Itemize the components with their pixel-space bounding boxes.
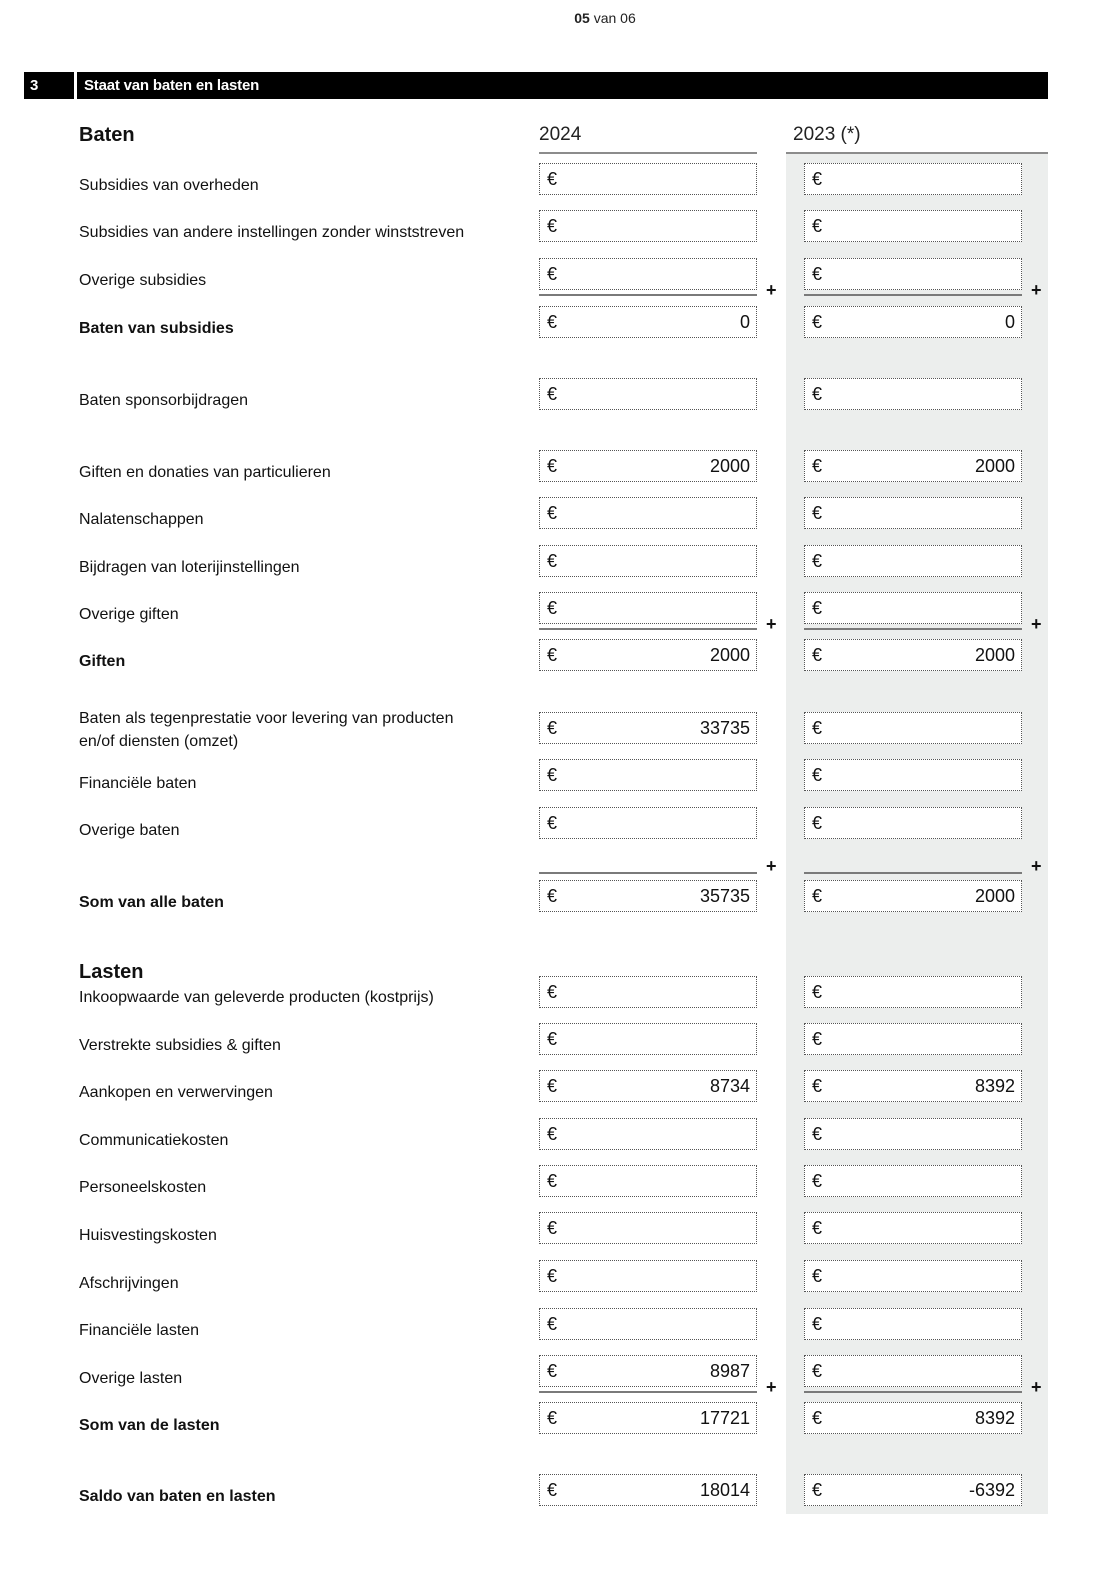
euro-symbol: € [547, 169, 558, 189]
euro-symbol: € [812, 1480, 823, 1500]
euro-symbol: € [812, 1171, 823, 1191]
amount-field-2024[interactable] [539, 1118, 757, 1150]
amount-field-2024[interactable] [539, 1308, 757, 1340]
euro-symbol: € [547, 1408, 558, 1428]
row-label-line-2: en/of diensten (omzet) [79, 733, 239, 750]
euro-symbol: € [812, 169, 823, 189]
euro-symbol: € [812, 1361, 823, 1381]
sum-line-2023 [804, 628, 1022, 630]
section-title: Staat van baten en lasten [84, 77, 260, 94]
amount-value: 2000 [974, 886, 1015, 906]
column-header-2023-underline [786, 152, 1048, 154]
row-label-line-1: Baten als tegenprestatie voor levering van producten [79, 710, 454, 727]
amount-field-2023[interactable] [804, 210, 1022, 242]
euro-symbol: € [812, 813, 823, 833]
column-header-2023: 2023 (*) [793, 124, 861, 145]
column-header-2024: 2024 [539, 124, 582, 145]
euro-symbol: € [812, 1408, 823, 1428]
row-label: Financiële lasten [79, 1322, 200, 1339]
euro-symbol: € [547, 765, 558, 785]
row-label: Baten sponsorbijdragen [79, 392, 249, 409]
page-current: 05 [574, 10, 590, 26]
sum-line-2023 [804, 872, 1022, 874]
row-label: Personeelskosten [79, 1179, 207, 1196]
amount-field-2023[interactable] [804, 258, 1022, 290]
row-label: Nalatenschappen [79, 511, 204, 528]
euro-symbol: € [547, 1124, 558, 1144]
euro-symbol: € [812, 384, 823, 404]
euro-symbol: € [812, 1314, 823, 1334]
amount-field-2023[interactable] [804, 1402, 1022, 1434]
amount-field-2024[interactable] [539, 1165, 757, 1197]
amount-field-2024[interactable] [539, 258, 757, 290]
amount-value: 17721 [699, 1408, 750, 1428]
amount-field-2024[interactable] [539, 1355, 757, 1387]
euro-symbol: € [547, 1029, 558, 1049]
amount-field-2024[interactable] [539, 450, 757, 482]
page-total: 06 [620, 10, 636, 26]
euro-symbol: € [547, 216, 558, 236]
amount-field-2024[interactable] [539, 306, 757, 338]
page-number [0, 10, 1110, 26]
euro-symbol: € [547, 456, 558, 476]
euro-symbol: € [812, 1076, 823, 1096]
amount-value: 2000 [974, 456, 1015, 476]
lasten-heading: Lasten [79, 961, 144, 983]
amount-value: 8987 [709, 1361, 750, 1381]
amount-field-2024[interactable] [539, 759, 757, 791]
euro-symbol: € [812, 456, 823, 476]
row-label: Financiële baten [79, 775, 197, 792]
amount-field-2024[interactable] [539, 210, 757, 242]
euro-symbol: € [547, 1314, 558, 1334]
amount-field-2024[interactable] [539, 639, 757, 671]
plus-sign: + [766, 280, 777, 300]
saldo-field-2023[interactable] [804, 1474, 1022, 1506]
euro-symbol: € [812, 216, 823, 236]
euro-symbol: € [547, 1266, 558, 1286]
amount-field-2023[interactable] [804, 1165, 1022, 1197]
amount-field-2024[interactable] [539, 1402, 757, 1434]
euro-symbol: € [547, 813, 558, 833]
plus-sign: + [766, 856, 777, 876]
euro-symbol: € [547, 312, 558, 332]
amount-field-2024[interactable] [539, 712, 757, 744]
plus-sign: + [1031, 280, 1042, 300]
amount-field-2024[interactable] [539, 163, 757, 195]
amount-field-2023[interactable] [804, 306, 1022, 338]
row-label: Verstrekte subsidies & giften [79, 1037, 281, 1054]
amount-field-2023[interactable] [804, 545, 1022, 577]
amount-field-2023[interactable] [804, 1118, 1022, 1150]
amount-field-2024[interactable] [539, 976, 757, 1008]
row-label: Inkoopwaarde van geleverde producten (kostprijs) [79, 989, 434, 1006]
euro-symbol: € [547, 503, 558, 523]
row-label: Giften en donaties van particulieren [79, 464, 331, 481]
amount-field-2023[interactable] [804, 880, 1022, 912]
amount-field-2023[interactable] [804, 163, 1022, 195]
amount-value: 8392 [974, 1076, 1015, 1096]
row-label: Bijdragen van loterijinstellingen [79, 559, 300, 576]
page-separator: van [593, 10, 617, 26]
euro-symbol: € [547, 1076, 558, 1096]
euro-symbol: € [812, 886, 823, 906]
amount-field-2023[interactable] [804, 1212, 1022, 1244]
row-label: Communicatiekosten [79, 1132, 229, 1149]
section-header-bar [24, 72, 1048, 99]
row-label: Aankopen en verwervingen [79, 1084, 273, 1101]
euro-symbol: € [812, 598, 823, 618]
euro-symbol: € [547, 718, 558, 738]
euro-symbol: € [547, 551, 558, 571]
section-divider [74, 72, 77, 99]
amount-field-2023[interactable] [804, 639, 1022, 671]
saldo-label: Saldo van baten en lasten [79, 1488, 276, 1505]
row-label: Overige giften [79, 606, 179, 623]
amount-field-2023[interactable] [804, 1355, 1022, 1387]
amount-value: 2000 [709, 456, 750, 476]
amount-field-2024[interactable] [539, 1212, 757, 1244]
row-label: Subsidies van andere instellingen zonder winststreven [79, 224, 465, 241]
amount-field-2024[interactable] [539, 497, 757, 529]
euro-symbol: € [812, 645, 823, 665]
total-label: Som van alle baten [79, 894, 224, 911]
euro-symbol: € [812, 312, 823, 332]
euro-symbol: € [547, 1171, 558, 1191]
euro-symbol: € [812, 551, 823, 571]
euro-symbol: € [547, 886, 558, 906]
row-label: Overige baten [79, 822, 180, 839]
amount-field-2023[interactable] [804, 592, 1022, 624]
euro-symbol: € [547, 982, 558, 1002]
amount-value: 33735 [699, 718, 750, 738]
subtotal-label: Baten van subsidies [79, 320, 234, 337]
subtotal-label: Giften [79, 653, 126, 670]
row-label: Subsidies van overheden [79, 177, 259, 194]
sum-line-2024 [539, 628, 757, 630]
amount-value: -6392 [968, 1480, 1015, 1500]
euro-symbol: € [812, 718, 823, 738]
amount-field-2023[interactable] [804, 378, 1022, 410]
amount-value: 0 [739, 312, 750, 332]
amount-value: 2000 [709, 645, 750, 665]
amount-field-2024[interactable] [539, 1260, 757, 1292]
euro-symbol: € [812, 503, 823, 523]
plus-sign: + [1031, 614, 1042, 634]
amount-value: 8734 [709, 1076, 750, 1096]
euro-symbol: € [547, 645, 558, 665]
total-label: Som van de lasten [79, 1417, 220, 1434]
euro-symbol: € [812, 765, 823, 785]
euro-symbol: € [812, 1218, 823, 1238]
amount-field-2023[interactable] [804, 450, 1022, 482]
amount-value: 0 [1004, 312, 1015, 332]
plus-sign: + [1031, 1377, 1042, 1397]
euro-symbol: € [547, 1480, 558, 1500]
amount-field-2024[interactable] [539, 1070, 757, 1102]
euro-symbol: € [812, 1029, 823, 1049]
amount-field-2023[interactable] [804, 1260, 1022, 1292]
euro-symbol: € [547, 1218, 558, 1238]
sum-line-2024 [539, 872, 757, 874]
amount-field-2024[interactable] [539, 545, 757, 577]
plus-sign: + [766, 1377, 777, 1397]
amount-field-2023[interactable] [804, 759, 1022, 791]
saldo-field-2024[interactable] [539, 1474, 757, 1506]
column-header-2024-underline [539, 152, 757, 154]
amount-value: 35735 [699, 886, 750, 906]
section-number: 3 [30, 77, 39, 94]
euro-symbol: € [547, 264, 558, 284]
euro-symbol: € [547, 1361, 558, 1381]
amount-field-2023[interactable] [804, 497, 1022, 529]
row-label: Overige subsidies [79, 272, 207, 289]
amount-field-2023[interactable] [804, 712, 1022, 744]
euro-symbol: € [812, 982, 823, 1002]
euro-symbol: € [547, 384, 558, 404]
euro-symbol: € [547, 598, 558, 618]
plus-sign: + [766, 614, 777, 634]
amount-field-2024[interactable] [539, 880, 757, 912]
amount-field-2024[interactable] [539, 1023, 757, 1055]
amount-field-2023[interactable] [804, 1308, 1022, 1340]
amount-field-2024[interactable] [539, 807, 757, 839]
euro-symbol: € [812, 1124, 823, 1144]
row-label: Afschrijvingen [79, 1275, 179, 1292]
amount-field-2023[interactable] [804, 1070, 1022, 1102]
sum-line-2023 [804, 294, 1022, 296]
row-label: Huisvestingskosten [79, 1227, 217, 1244]
row-label: Overige lasten [79, 1370, 183, 1387]
amount-value: 8392 [974, 1408, 1015, 1428]
plus-sign: + [1031, 856, 1042, 876]
amount-field-2023[interactable] [804, 1023, 1022, 1055]
sum-line-2024 [539, 1391, 757, 1393]
amount-value: 18014 [699, 1480, 750, 1500]
euro-symbol: € [812, 1266, 823, 1286]
amount-field-2024[interactable] [539, 592, 757, 624]
amount-value: 2000 [974, 645, 1015, 665]
baten-heading: Baten [79, 124, 135, 146]
sum-line-2024 [539, 294, 757, 296]
amount-field-2024[interactable] [539, 378, 757, 410]
amount-field-2023[interactable] [804, 976, 1022, 1008]
sum-line-2023 [804, 1391, 1022, 1393]
amount-field-2023[interactable] [804, 807, 1022, 839]
euro-symbol: € [812, 264, 823, 284]
